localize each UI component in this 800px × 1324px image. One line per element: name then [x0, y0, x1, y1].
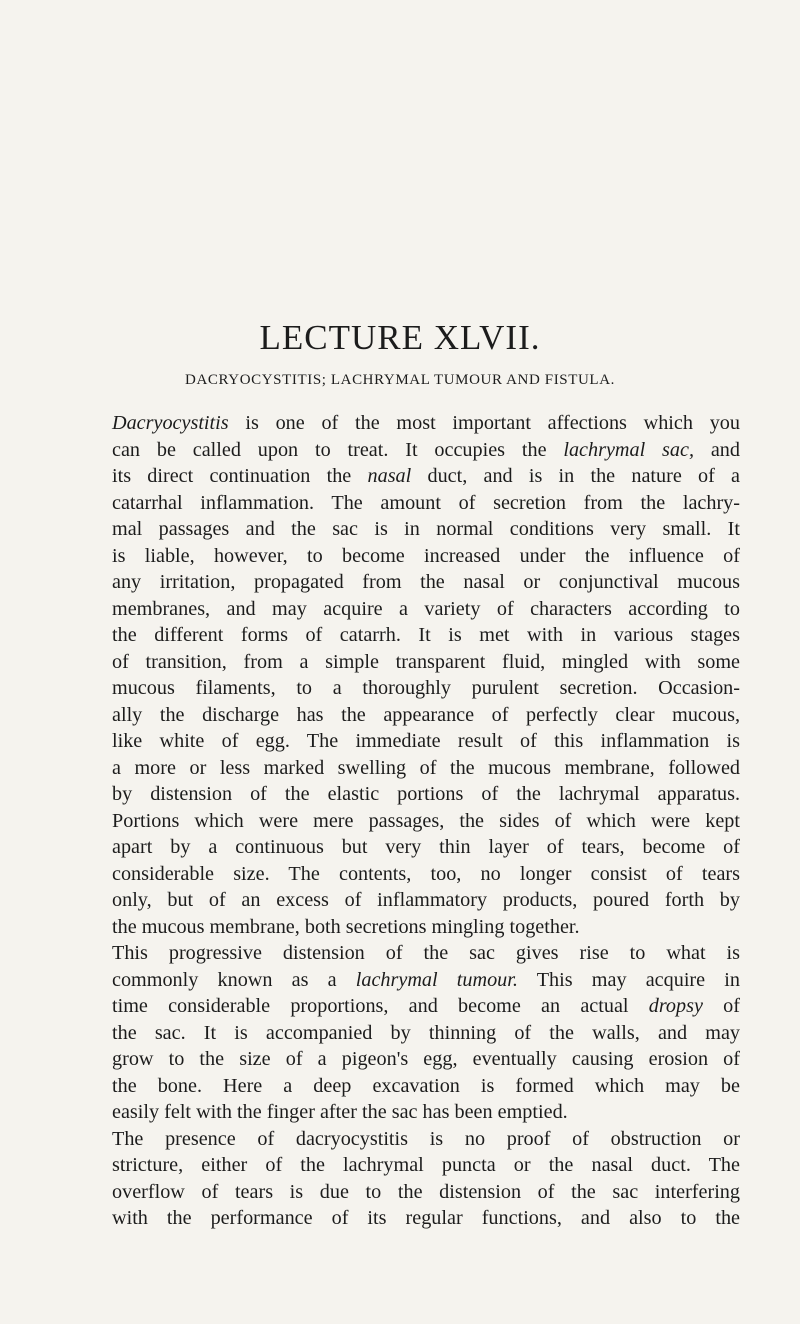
text-segment: only, but of an excess of inflammatory products, poured forth by — [112, 889, 740, 911]
italic-term: nasal — [367, 465, 412, 487]
text-segment: stricture, either of the lachrymal puncta or the nasal duct. The — [112, 1154, 740, 1176]
text-line — [112, 702, 740, 729]
text-line — [112, 1073, 740, 1100]
text-line — [112, 861, 740, 888]
text-line — [112, 993, 740, 1020]
text-segment: and — [694, 438, 740, 461]
text-line — [112, 1126, 740, 1153]
text-segment: mucous filaments, to a thoroughly purulent secretion. Occasion- — [112, 677, 740, 699]
text-line — [112, 596, 740, 623]
text-segment: any irritation, propagated from the nasal or conjunctival mucous — [112, 571, 740, 593]
text-segment: is one of the most important affections which you — [228, 412, 740, 434]
text-line — [112, 437, 740, 464]
text-segment: ally the discharge has the appearance of perfectly clear mucous, — [112, 703, 740, 726]
lecture-title: LECTURE XLVII. — [259, 318, 541, 357]
text-line — [112, 463, 740, 490]
text-segment: the sac. It is accompanied by thinning of the walls, and may — [112, 1021, 740, 1044]
text-segment: the bone. Here a deep excavation is formed which may be — [112, 1074, 740, 1097]
text-line — [112, 675, 740, 702]
italic-term: lachrymal sac, — [563, 438, 695, 461]
text-segment: a more or less marked swelling of the mucous membrane, followed — [112, 756, 740, 779]
text-segment: The presence of dacryocystitis is no proof of obstruction or — [112, 1127, 740, 1150]
text-segment: the different forms of catarrh. It is met with in various stages — [112, 624, 740, 646]
text-segment: the mucous membrane, both secretions mingling together. — [112, 915, 580, 938]
text-line — [112, 755, 740, 782]
text-segment: mal passages and the sac is in normal conditions very small. It — [112, 518, 740, 540]
text-segment: of transition, from a simple transparent fluid, mingled with some — [112, 650, 740, 673]
text-segment: like white of egg. The immediate result of this inflammation is — [112, 730, 740, 752]
text-segment: by distension of the elastic portions of the lachrymal apparatus. — [112, 783, 740, 805]
text-line — [112, 1152, 740, 1179]
body-text — [112, 410, 740, 1232]
italic-term: Dacryocystitis — [112, 412, 229, 434]
text-line — [112, 516, 740, 543]
text-line — [112, 887, 740, 914]
text-line — [112, 649, 740, 676]
text-segment: commonly known as a — [112, 968, 356, 991]
text-segment: can be called upon to treat. It occupies the — [112, 438, 564, 461]
text-segment: duct, and is in the nature of a — [411, 465, 741, 487]
text-segment: catarrhal inflammation. The amount of secretion from the lachry- — [112, 491, 740, 514]
italic-term: dropsy — [648, 995, 703, 1017]
text-line — [112, 940, 740, 967]
text-segment: easily felt with the finger after the sac has been emptied. — [112, 1101, 568, 1123]
text-segment: This progressive distension of the sac gives rise to what is — [112, 942, 740, 964]
text-line — [112, 1099, 740, 1126]
text-segment: considerable size. The contents, too, no longer consist of tears — [112, 862, 740, 885]
text-line — [112, 622, 740, 649]
text-line — [112, 1179, 740, 1206]
text-line — [112, 914, 740, 941]
text-segment: of — [702, 995, 740, 1017]
text-line — [112, 1020, 740, 1047]
text-line — [112, 781, 740, 808]
text-segment: apart by a continuous but very thin layer of tears, become of — [112, 836, 740, 858]
text-line — [112, 1046, 740, 1073]
text-segment: Portions which were mere passages, the sides of which were kept — [112, 809, 740, 832]
text-line — [112, 569, 740, 596]
text-segment: its direct continuation the — [112, 465, 368, 487]
text-segment: time considerable proportions, and become an actual — [112, 995, 649, 1017]
text-line — [112, 490, 740, 517]
text-line — [112, 808, 740, 835]
text-line — [112, 1205, 740, 1232]
text-segment: membranes, and may acquire a variety of characters according to — [112, 597, 740, 620]
chapter-subtitle: DACRYOCYSTITIS; LACHRYMAL TUMOUR AND FISTULA. — [185, 372, 615, 388]
text-line — [112, 728, 740, 755]
text-line — [112, 410, 740, 437]
text-segment: grow to the size of a pigeon's egg, eventually causing erosion of — [112, 1048, 740, 1070]
text-segment: is liable, however, to become increased under the influence of — [112, 544, 740, 567]
text-segment: overflow of tears is due to the distension of the sac interfering — [112, 1180, 740, 1203]
text-segment: with the performance of its regular functions, and also to the — [112, 1207, 740, 1229]
text-segment: This may acquire in — [517, 968, 740, 991]
text-line — [112, 967, 740, 994]
text-line — [112, 834, 740, 861]
text-line — [112, 543, 740, 570]
italic-term: lachrymal tumour. — [355, 968, 518, 991]
